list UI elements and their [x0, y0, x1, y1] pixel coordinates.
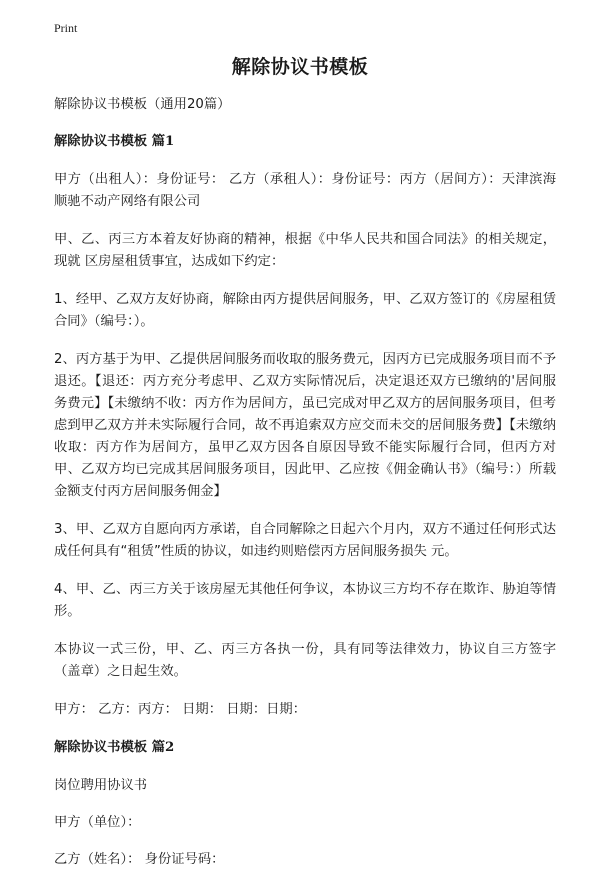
paragraph-clause-4: 4、甲、乙、丙三方关于该房屋无其他任何争议，本协议三方均不存在欺诈、胁迫等情形。 [54, 582, 556, 619]
paragraph-parties: 甲方（出租人）：身份证号： 乙方（承租人）：身份证号：丙方（居间方）：天津滨海顺驰不动产网络有限公司 [54, 172, 556, 209]
section-heading-1: 解除协议书模板 篇1 [54, 134, 175, 149]
paragraph-effect: 本协议一式三份，甲、乙、丙三方各执一份，具有同等法律效力，协议自三方签字（盖章）之日起生效。 [54, 642, 556, 679]
print-link[interactable]: Print [54, 21, 78, 35]
paragraph-clause-2: 2、丙方基于为甲、乙提供居间服务而收取的服务费元，因丙方已完成服务项目而不予退还。【退还：丙方充分考虑甲、乙双方实际情况后，决定退还双方已缴纳的'居间服务费元】【未缴纳不收：丙方作为居间方，虽已完成对甲乙双方的居间服务项目，但考虑到甲乙双方并未实际履行合同，故不再追索双方应交而未交的居间服务费】【未缴纳收取：丙方作为居间方，虽甲乙双方因各自原因导致不能实际履行合同，但丙方对甲、乙双方均已完成其居间服务项目，因此甲、乙应按《佣金确认书》（编号：）所载金额支付丙方居间服务佣金】 [54, 352, 556, 499]
paragraph-party-b: 乙方（姓名）： 身份证号码： [54, 852, 225, 867]
paragraph-doc-title: 岗位聘用协议书 [54, 778, 148, 793]
document-subtitle: 解除协议书模板（通用20篇） [54, 97, 231, 112]
document-body [54, 94, 556, 886]
paragraph-clause-3: 3、甲、乙双方自愿向丙方承诺，自合同解除之日起六个月内，双方不通过任何形式达成任何具有“租赁”性质的协议，如违约则赔偿丙方居间服务损失 元。 [54, 522, 556, 559]
paragraph-signatures: 甲方： 乙方：丙方： 日期： 日期：日期： [54, 702, 307, 717]
paragraph-intro: 甲、乙、丙三方本着友好协商的精神，根据《中华人民共和国合同法》的相关规定，现就 区房屋租赁事宜，达成如下约定： [54, 232, 556, 269]
paragraph-clause-1: 1、经甲、乙双方友好协商，解除由丙方提供居间服务，甲、乙双方签订的《房屋租赁合同》（编号：）。 [54, 292, 556, 329]
paragraph-party-a: 甲方（单位）： [54, 815, 141, 830]
page-title: 解除协议书模板 [231, 56, 369, 78]
section-heading-2: 解除协议书模板 篇2 [54, 740, 175, 755]
